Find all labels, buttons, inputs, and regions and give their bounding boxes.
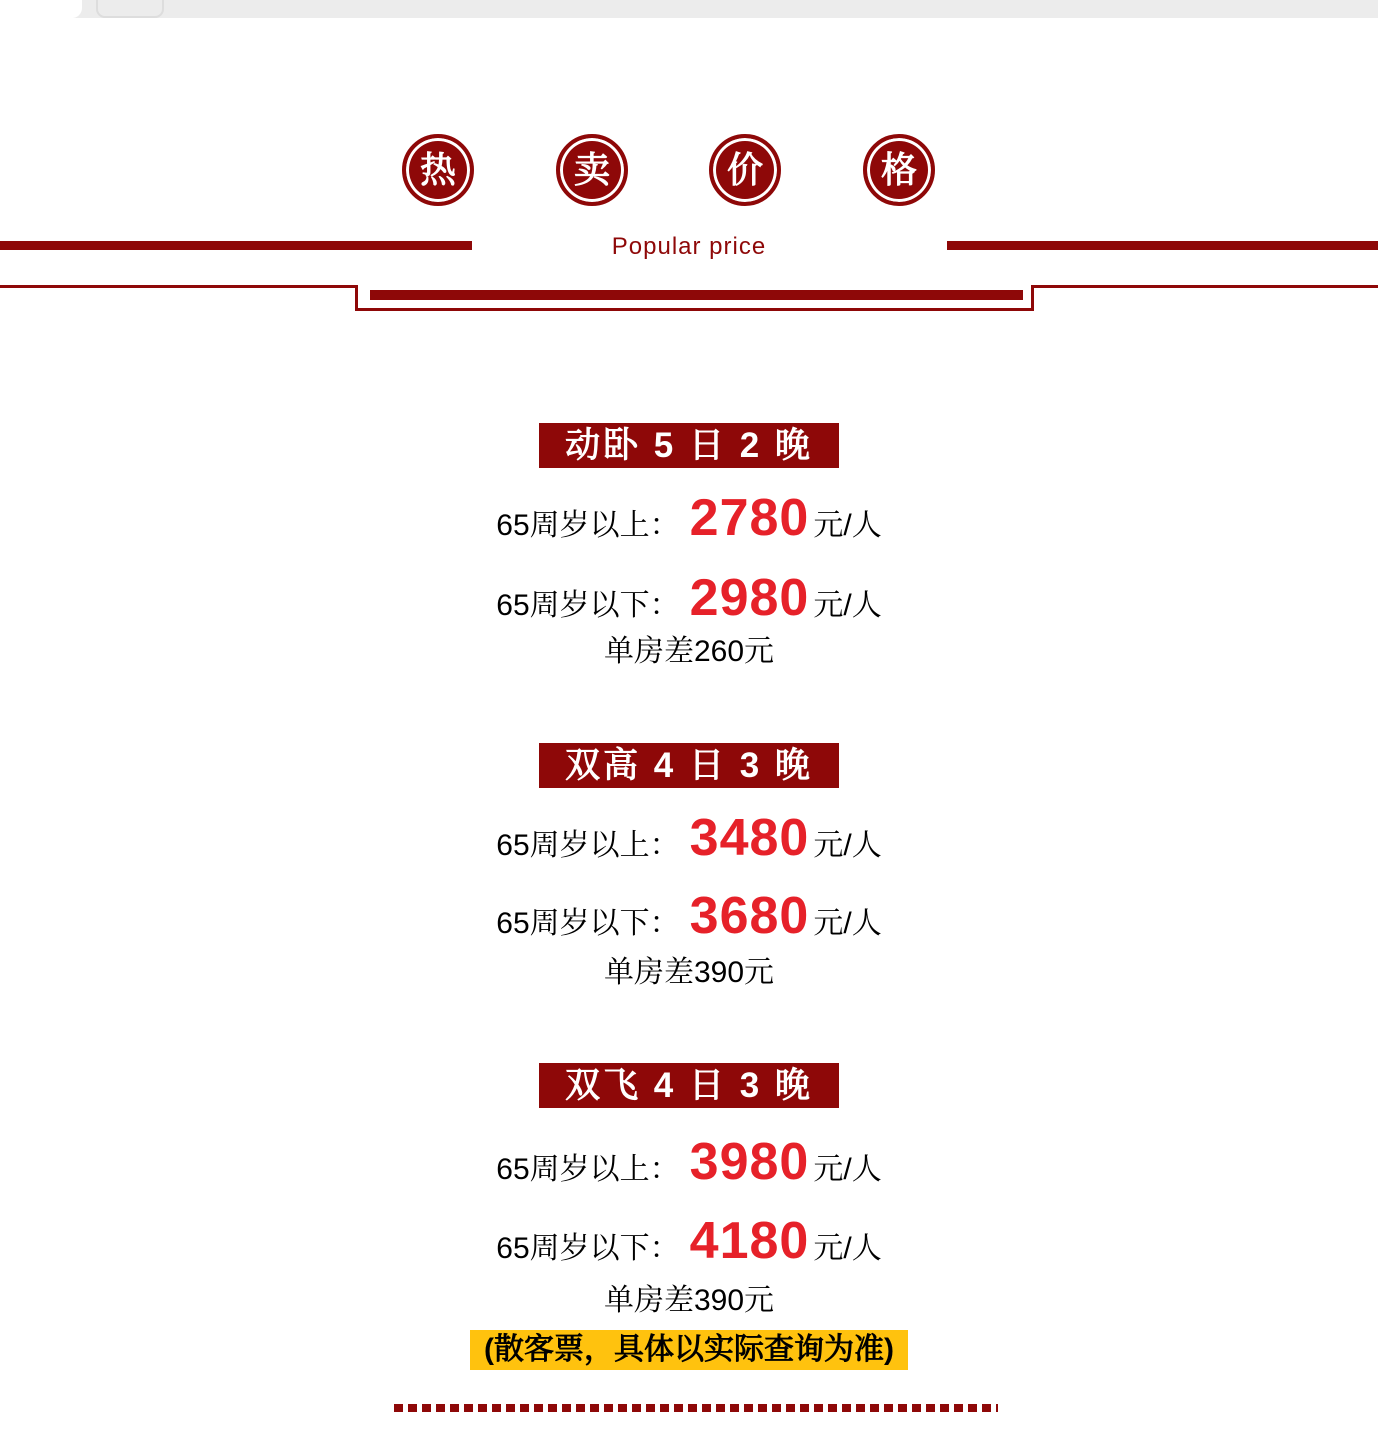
price-value: 3680 <box>689 887 810 945</box>
price-value: 2780 <box>689 489 810 547</box>
age-label: 65周岁以下： <box>496 1232 680 1265</box>
footer-highlight-row <box>0 1330 1378 1370</box>
badge-mai: 卖 <box>556 134 628 206</box>
dashed-divider <box>394 1404 998 1412</box>
section-2 <box>0 743 1378 788</box>
badge-jia: 价 <box>709 134 781 206</box>
age-label: 65周岁以上： <box>496 829 680 862</box>
section-1-price-row-under65 <box>0 569 1378 627</box>
browser-tab-strip <box>0 0 1378 18</box>
price-value: 4180 <box>689 1212 810 1270</box>
notch-border-side-right <box>1031 285 1034 311</box>
section-3-price-row-over65 <box>0 1133 1378 1191</box>
divider-bar-right <box>947 241 1378 250</box>
age-label: 65周岁以上： <box>496 1153 680 1186</box>
price-unit: 元/人 <box>813 1232 882 1265</box>
section-3-title: 双飞 4 日 3 晚 <box>539 1063 839 1108</box>
section-3 <box>0 1063 1378 1108</box>
footer-highlight-note: (散客票，具体以实际查询为准) <box>470 1330 908 1370</box>
price-value: 3480 <box>689 809 810 867</box>
notch-border-top-right <box>1031 285 1378 288</box>
age-label: 65周岁以下： <box>496 589 680 622</box>
badge-re: 热 <box>402 134 474 206</box>
section-1-title: 动卧 5 日 2 晚 <box>539 423 839 468</box>
section-1-single-room-note: 单房差260元 <box>603 635 775 668</box>
section-3-price-row-under65 <box>0 1212 1378 1270</box>
section-3-single-room-note: 单房差390元 <box>603 1284 775 1317</box>
notch-inner-bar <box>370 290 1023 300</box>
notch-border-bottom <box>355 308 1034 311</box>
price-unit: 元/人 <box>813 829 882 862</box>
price-unit: 元/人 <box>813 509 882 542</box>
price-unit: 元/人 <box>813 1153 882 1186</box>
section-2-title: 双高 4 日 3 晚 <box>539 743 839 788</box>
age-label: 65周岁以上： <box>496 509 680 542</box>
browser-tab-inactive[interactable] <box>96 0 164 18</box>
browser-tab-active[interactable] <box>0 0 82 18</box>
badge-ge: 格 <box>863 134 935 206</box>
price-unit: 元/人 <box>813 589 882 622</box>
price-value: 3980 <box>689 1133 810 1191</box>
notch-border-top-left <box>0 285 358 288</box>
age-label: 65周岁以下： <box>496 907 680 940</box>
section-2-price-row-under65 <box>0 887 1378 945</box>
price-value: 2980 <box>689 569 810 627</box>
section-1 <box>0 423 1378 468</box>
section-2-price-row-over65 <box>0 809 1378 867</box>
price-unit: 元/人 <box>813 907 882 940</box>
section-1-price-row-over65 <box>0 489 1378 547</box>
section-2-single-room-note: 单房差390元 <box>603 956 775 989</box>
popular-price-label: Popular price <box>611 233 767 260</box>
